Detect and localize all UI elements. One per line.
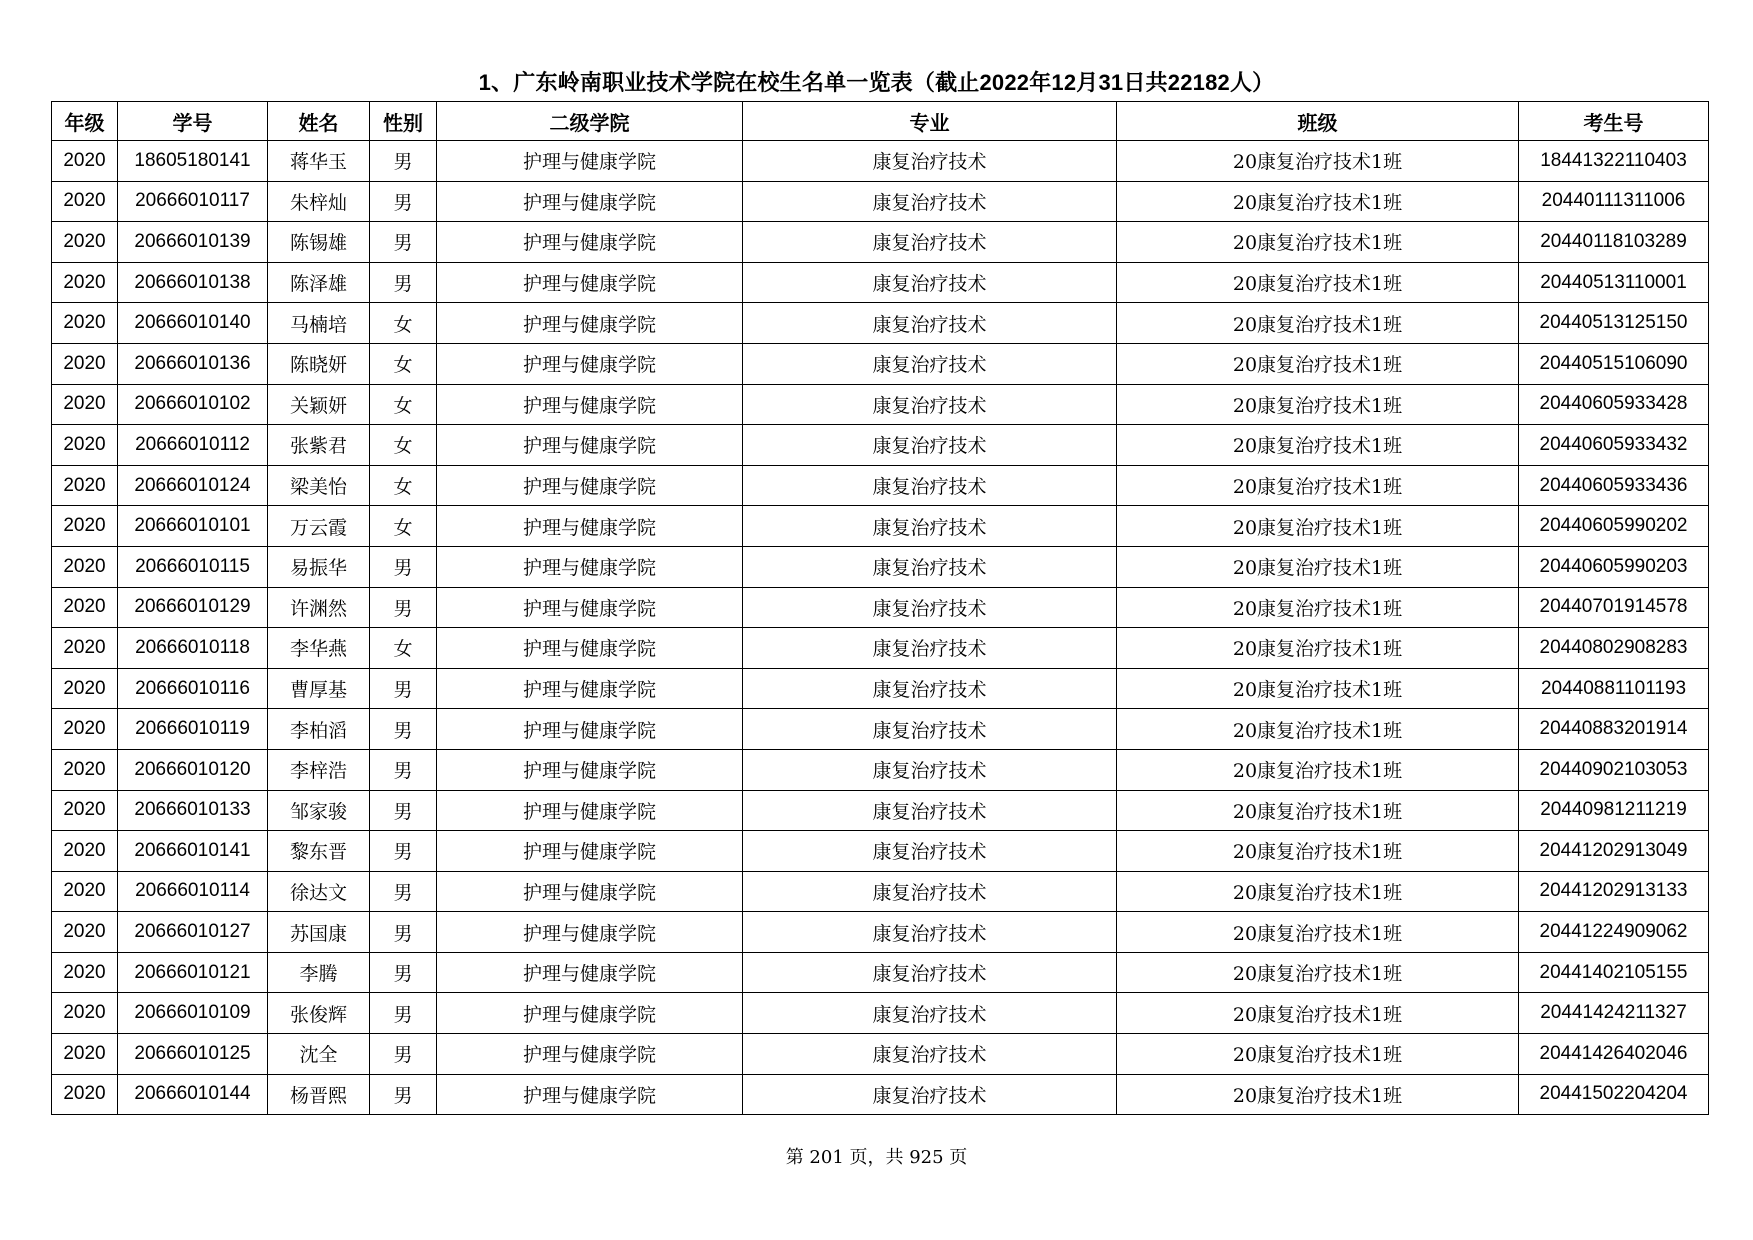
- cell-college: 护理与健康学院: [437, 425, 743, 466]
- cell-college: 护理与健康学院: [437, 749, 743, 790]
- cell-class: 20康复治疗技术1班: [1117, 425, 1519, 466]
- cell-grade: 2020: [52, 952, 118, 993]
- cell-name: 徐达文: [268, 871, 370, 912]
- cell-student-id: 20666010133: [118, 790, 268, 831]
- table-row: [52, 303, 1709, 344]
- cell-gender: 女: [370, 506, 437, 547]
- cell-name: 易振华: [268, 546, 370, 587]
- header-exam-number: 考生号: [1519, 102, 1709, 141]
- cell-name: 李梓浩: [268, 749, 370, 790]
- cell-class: 20康复治疗技术1班: [1117, 546, 1519, 587]
- cell-name: 李腾: [268, 952, 370, 993]
- cell-major: 康复治疗技术: [743, 384, 1117, 425]
- cell-student-id: 20666010102: [118, 384, 268, 425]
- header-grade: 年级: [52, 102, 118, 141]
- cell-college: 护理与健康学院: [437, 303, 743, 344]
- cell-exam-number: 20441424211327: [1519, 993, 1709, 1034]
- header-name: 姓名: [268, 102, 370, 141]
- cell-college: 护理与健康学院: [437, 506, 743, 547]
- cell-class: 20康复治疗技术1班: [1117, 506, 1519, 547]
- cell-class: 20康复治疗技术1班: [1117, 952, 1519, 993]
- cell-student-id: 20666010120: [118, 749, 268, 790]
- cell-grade: 2020: [52, 343, 118, 384]
- table-row: [52, 546, 1709, 587]
- cell-major: 康复治疗技术: [743, 181, 1117, 222]
- cell-class: 20康复治疗技术1班: [1117, 262, 1519, 303]
- table-row: [52, 790, 1709, 831]
- cell-name: 沈全: [268, 1034, 370, 1075]
- table-row: [52, 181, 1709, 222]
- table-row: [52, 465, 1709, 506]
- cell-name: 李华燕: [268, 628, 370, 669]
- cell-name: 朱梓灿: [268, 181, 370, 222]
- cell-student-id: 20666010140: [118, 303, 268, 344]
- cell-gender: 男: [370, 546, 437, 587]
- table-row: [52, 262, 1709, 303]
- cell-grade: 2020: [52, 465, 118, 506]
- cell-class: 20康复治疗技术1班: [1117, 993, 1519, 1034]
- cell-exam-number: 20440902103053: [1519, 749, 1709, 790]
- cell-gender: 男: [370, 709, 437, 750]
- cell-grade: 2020: [52, 912, 118, 953]
- cell-student-id: 20666010121: [118, 952, 268, 993]
- page-footer: 第 201 页，共 925 页: [785, 1147, 968, 1168]
- cell-major: 康复治疗技术: [743, 628, 1117, 669]
- cell-class: 20康复治疗技术1班: [1117, 303, 1519, 344]
- cell-grade: 2020: [52, 1074, 118, 1115]
- cell-exam-number: 20440802908283: [1519, 628, 1709, 669]
- cell-grade: 2020: [52, 871, 118, 912]
- table-row: [52, 709, 1709, 750]
- cell-college: 护理与健康学院: [437, 546, 743, 587]
- cell-grade: 2020: [52, 790, 118, 831]
- table-row: [52, 831, 1709, 872]
- cell-major: 康复治疗技术: [743, 912, 1117, 953]
- cell-student-id: 20666010125: [118, 1034, 268, 1075]
- cell-college: 护理与健康学院: [437, 262, 743, 303]
- cell-gender: 男: [370, 831, 437, 872]
- cell-grade: 2020: [52, 546, 118, 587]
- cell-major: 康复治疗技术: [743, 506, 1117, 547]
- cell-name: 马楠培: [268, 303, 370, 344]
- cell-exam-number: 20440605933428: [1519, 384, 1709, 425]
- cell-name: 黎东晋: [268, 831, 370, 872]
- cell-student-id: 20666010119: [118, 709, 268, 750]
- cell-college: 护理与健康学院: [437, 952, 743, 993]
- cell-student-id: 20666010118: [118, 628, 268, 669]
- cell-college: 护理与健康学院: [437, 343, 743, 384]
- table-row: [52, 425, 1709, 466]
- cell-college: 护理与健康学院: [437, 993, 743, 1034]
- cell-name: 万云霞: [268, 506, 370, 547]
- cell-name: 陈晓妍: [268, 343, 370, 384]
- cell-major: 康复治疗技术: [743, 465, 1117, 506]
- cell-college: 护理与健康学院: [437, 465, 743, 506]
- header-major: 专业: [743, 102, 1117, 141]
- cell-gender: 男: [370, 587, 437, 628]
- cell-college: 护理与健康学院: [437, 912, 743, 953]
- cell-college: 护理与健康学院: [437, 384, 743, 425]
- cell-name: 张紫君: [268, 425, 370, 466]
- cell-grade: 2020: [52, 262, 118, 303]
- cell-class: 20康复治疗技术1班: [1117, 790, 1519, 831]
- cell-class: 20康复治疗技术1班: [1117, 749, 1519, 790]
- cell-exam-number: 18441322110403: [1519, 141, 1709, 182]
- cell-student-id: 20666010136: [118, 343, 268, 384]
- header-class: 班级: [1117, 102, 1519, 141]
- cell-student-id: 20666010117: [118, 181, 268, 222]
- cell-major: 康复治疗技术: [743, 831, 1117, 872]
- cell-gender: 男: [370, 912, 437, 953]
- cell-gender: 女: [370, 628, 437, 669]
- cell-grade: 2020: [52, 1034, 118, 1075]
- cell-grade: 2020: [52, 141, 118, 182]
- cell-grade: 2020: [52, 993, 118, 1034]
- cell-student-id: 20666010124: [118, 465, 268, 506]
- cell-major: 康复治疗技术: [743, 1074, 1117, 1115]
- cell-major: 康复治疗技术: [743, 262, 1117, 303]
- cell-major: 康复治疗技术: [743, 668, 1117, 709]
- cell-exam-number: 20440111311006: [1519, 181, 1709, 222]
- cell-major: 康复治疗技术: [743, 871, 1117, 912]
- cell-major: 康复治疗技术: [743, 790, 1117, 831]
- cell-grade: 2020: [52, 222, 118, 263]
- table-row: [52, 141, 1709, 182]
- cell-class: 20康复治疗技术1班: [1117, 181, 1519, 222]
- student-roster-table: [51, 101, 1709, 1115]
- table-row: [52, 871, 1709, 912]
- cell-gender: 男: [370, 1074, 437, 1115]
- table-row: [52, 506, 1709, 547]
- cell-major: 康复治疗技术: [743, 303, 1117, 344]
- cell-college: 护理与健康学院: [437, 141, 743, 182]
- cell-exam-number: 20440118103289: [1519, 222, 1709, 263]
- cell-gender: 男: [370, 181, 437, 222]
- header-student-id: 学号: [118, 102, 268, 141]
- table-row: [52, 1074, 1709, 1115]
- cell-gender: 女: [370, 384, 437, 425]
- cell-exam-number: 20441224909062: [1519, 912, 1709, 953]
- cell-grade: 2020: [52, 425, 118, 466]
- cell-grade: 2020: [52, 303, 118, 344]
- table-row: [52, 749, 1709, 790]
- cell-class: 20康复治疗技术1班: [1117, 871, 1519, 912]
- cell-gender: 男: [370, 222, 437, 263]
- cell-student-id: 20666010127: [118, 912, 268, 953]
- cell-exam-number: 20440605990203: [1519, 546, 1709, 587]
- cell-name: 苏国康: [268, 912, 370, 953]
- cell-student-id: 20666010116: [118, 668, 268, 709]
- cell-class: 20康复治疗技术1班: [1117, 831, 1519, 872]
- cell-exam-number: 20440881101193: [1519, 668, 1709, 709]
- cell-student-id: 20666010109: [118, 993, 268, 1034]
- header-college: 二级学院: [437, 102, 743, 141]
- table-row: [52, 222, 1709, 263]
- table-body: [52, 141, 1709, 1115]
- cell-major: 康复治疗技术: [743, 343, 1117, 384]
- cell-major: 康复治疗技术: [743, 425, 1117, 466]
- cell-student-id: 20666010144: [118, 1074, 268, 1115]
- cell-exam-number: 20440605933432: [1519, 425, 1709, 466]
- cell-name: 李柏滔: [268, 709, 370, 750]
- cell-exam-number: 20441202913049: [1519, 831, 1709, 872]
- cell-name: 张俊辉: [268, 993, 370, 1034]
- table-row: [52, 587, 1709, 628]
- cell-college: 护理与健康学院: [437, 831, 743, 872]
- cell-grade: 2020: [52, 709, 118, 750]
- cell-name: 曹厚基: [268, 668, 370, 709]
- table-row: [52, 1034, 1709, 1075]
- cell-gender: 男: [370, 871, 437, 912]
- cell-gender: 女: [370, 303, 437, 344]
- cell-student-id: 18605180141: [118, 141, 268, 182]
- cell-name: 蒋华玉: [268, 141, 370, 182]
- cell-college: 护理与健康学院: [437, 1074, 743, 1115]
- cell-exam-number: 20441202913133: [1519, 871, 1709, 912]
- cell-major: 康复治疗技术: [743, 993, 1117, 1034]
- cell-college: 护理与健康学院: [437, 587, 743, 628]
- cell-name: 陈泽雄: [268, 262, 370, 303]
- cell-class: 20康复治疗技术1班: [1117, 141, 1519, 182]
- cell-name: 梁美怡: [268, 465, 370, 506]
- table-row: [52, 668, 1709, 709]
- table-row: [52, 912, 1709, 953]
- cell-college: 护理与健康学院: [437, 790, 743, 831]
- table-row: [52, 993, 1709, 1034]
- cell-student-id: 20666010129: [118, 587, 268, 628]
- cell-class: 20康复治疗技术1班: [1117, 709, 1519, 750]
- cell-college: 护理与健康学院: [437, 1034, 743, 1075]
- cell-class: 20康复治疗技术1班: [1117, 465, 1519, 506]
- cell-grade: 2020: [52, 628, 118, 669]
- cell-exam-number: 20441502204204: [1519, 1074, 1709, 1115]
- cell-exam-number: 20441426402046: [1519, 1034, 1709, 1075]
- cell-gender: 女: [370, 425, 437, 466]
- cell-student-id: 20666010112: [118, 425, 268, 466]
- cell-exam-number: 20441402105155: [1519, 952, 1709, 993]
- cell-gender: 男: [370, 952, 437, 993]
- table-row: [52, 952, 1709, 993]
- cell-gender: 女: [370, 343, 437, 384]
- cell-class: 20康复治疗技术1班: [1117, 222, 1519, 263]
- cell-exam-number: 20440981211219: [1519, 790, 1709, 831]
- cell-class: 20康复治疗技术1班: [1117, 668, 1519, 709]
- cell-class: 20康复治疗技术1班: [1117, 587, 1519, 628]
- cell-exam-number: 20440701914578: [1519, 587, 1709, 628]
- cell-grade: 2020: [52, 587, 118, 628]
- cell-grade: 2020: [52, 384, 118, 425]
- cell-class: 20康复治疗技术1班: [1117, 1034, 1519, 1075]
- cell-gender: 女: [370, 465, 437, 506]
- cell-major: 康复治疗技术: [743, 749, 1117, 790]
- cell-college: 护理与健康学院: [437, 181, 743, 222]
- table-header-row: [52, 102, 1709, 141]
- table-row: [52, 343, 1709, 384]
- cell-major: 康复治疗技术: [743, 587, 1117, 628]
- cell-student-id: 20666010141: [118, 831, 268, 872]
- cell-gender: 男: [370, 262, 437, 303]
- cell-gender: 男: [370, 668, 437, 709]
- table-row: [52, 384, 1709, 425]
- cell-student-id: 20666010139: [118, 222, 268, 263]
- cell-major: 康复治疗技术: [743, 546, 1117, 587]
- header-gender: 性别: [370, 102, 437, 141]
- cell-grade: 2020: [52, 668, 118, 709]
- cell-name: 邹家骏: [268, 790, 370, 831]
- cell-student-id: 20666010101: [118, 506, 268, 547]
- cell-name: 陈锡雄: [268, 222, 370, 263]
- cell-name: 关颖妍: [268, 384, 370, 425]
- cell-college: 护理与健康学院: [437, 871, 743, 912]
- cell-grade: 2020: [52, 181, 118, 222]
- cell-exam-number: 20440513125150: [1519, 303, 1709, 344]
- cell-major: 康复治疗技术: [743, 709, 1117, 750]
- cell-college: 护理与健康学院: [437, 628, 743, 669]
- cell-exam-number: 20440605990202: [1519, 506, 1709, 547]
- cell-gender: 男: [370, 749, 437, 790]
- cell-name: 许渊然: [268, 587, 370, 628]
- cell-gender: 男: [370, 993, 437, 1034]
- cell-name: 杨晋熙: [268, 1074, 370, 1115]
- cell-major: 康复治疗技术: [743, 952, 1117, 993]
- cell-student-id: 20666010114: [118, 871, 268, 912]
- cell-major: 康复治疗技术: [743, 222, 1117, 263]
- cell-college: 护理与健康学院: [437, 222, 743, 263]
- page-title: 1、广东岭南职业技术学院在校生名单一览表（截止2022年12月31日共22182人）: [478, 70, 1275, 95]
- cell-class: 20康复治疗技术1班: [1117, 384, 1519, 425]
- cell-exam-number: 20440883201914: [1519, 709, 1709, 750]
- cell-class: 20康复治疗技术1班: [1117, 628, 1519, 669]
- cell-college: 护理与健康学院: [437, 709, 743, 750]
- cell-gender: 男: [370, 141, 437, 182]
- cell-college: 护理与健康学院: [437, 668, 743, 709]
- cell-major: 康复治疗技术: [743, 141, 1117, 182]
- cell-gender: 男: [370, 1034, 437, 1075]
- cell-exam-number: 20440605933436: [1519, 465, 1709, 506]
- cell-exam-number: 20440513110001: [1519, 262, 1709, 303]
- cell-grade: 2020: [52, 749, 118, 790]
- cell-class: 20康复治疗技术1班: [1117, 1074, 1519, 1115]
- cell-gender: 男: [370, 790, 437, 831]
- cell-class: 20康复治疗技术1班: [1117, 343, 1519, 384]
- cell-student-id: 20666010115: [118, 546, 268, 587]
- table-row: [52, 628, 1709, 669]
- cell-class: 20康复治疗技术1班: [1117, 912, 1519, 953]
- cell-grade: 2020: [52, 506, 118, 547]
- cell-major: 康复治疗技术: [743, 1034, 1117, 1075]
- cell-student-id: 20666010138: [118, 262, 268, 303]
- cell-exam-number: 20440515106090: [1519, 343, 1709, 384]
- cell-grade: 2020: [52, 831, 118, 872]
